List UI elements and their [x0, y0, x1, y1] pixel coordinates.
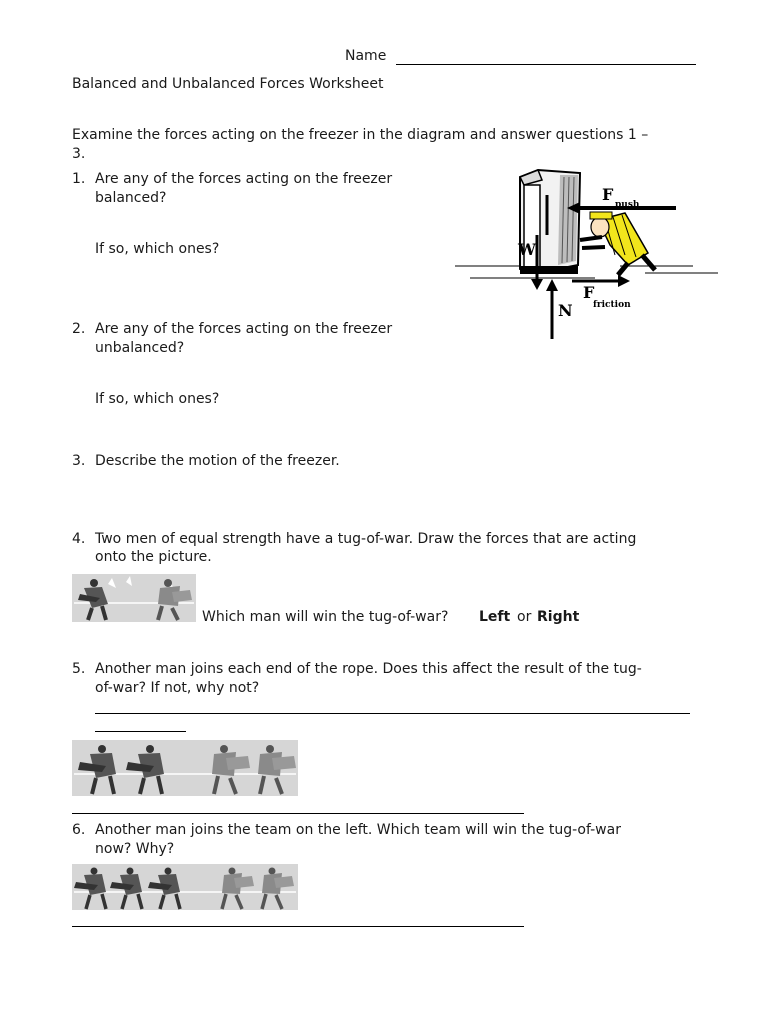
question-1-number: 1.	[72, 171, 86, 187]
answer-option-left[interactable]: Left	[479, 609, 511, 625]
instructions-line-2: 3.	[72, 146, 86, 162]
question-1-line-2: balanced?	[95, 190, 167, 206]
instructions-line-1: Examine the forces acting on the freezer in the diagram and answer questions 1 –	[72, 127, 649, 143]
answer-option-or: or	[517, 609, 532, 625]
question-5-answer-line-2[interactable]	[95, 731, 186, 732]
normal-force-label: N	[558, 301, 573, 320]
question-5-line-2: of-war? If not, why not?	[95, 680, 260, 696]
question-5-answer-line-3[interactable]	[72, 813, 524, 814]
answer-option-right[interactable]: Right	[537, 609, 580, 625]
question-1-line-1: Are any of the forces acting on the freezer	[95, 171, 393, 187]
question-3-line-1: Describe the motion of the freezer.	[95, 453, 340, 469]
question-2-line-1: Are any of the forces acting on the freezer	[95, 321, 393, 337]
worksheet-title: Balanced and Unbalanced Forces Worksheet	[72, 76, 384, 92]
push-force-subscript: push	[615, 200, 640, 210]
tug-of-war-five-men-image	[72, 864, 298, 910]
friction-force-subscript: friction	[593, 300, 631, 310]
question-2-number: 2.	[72, 321, 86, 337]
question-6-answer-line[interactable]	[72, 926, 524, 927]
freezer-force-diagram	[450, 165, 722, 345]
question-4-line-1: Two men of equal strength have a tug-of-war. Draw the forces that are acting	[95, 531, 637, 547]
question-3-number: 3.	[72, 453, 86, 469]
question-2-line-2: unbalanced?	[95, 340, 185, 356]
tug-of-war-two-men-image	[72, 574, 196, 622]
name-answer-line[interactable]	[396, 64, 696, 65]
weight-force-label: W	[518, 240, 536, 259]
push-force-label: F	[602, 185, 614, 204]
question-4-line-2: onto the picture.	[95, 549, 212, 565]
question-5-number: 5.	[72, 661, 86, 677]
name-label: Name	[345, 48, 387, 64]
question-6-line-1: Another man joins the team on the left. Which team will win the tug-of-war	[95, 822, 621, 838]
question-1-followup: If so, which ones?	[95, 241, 220, 257]
question-4-number: 4.	[72, 531, 86, 547]
question-4-prompt: Which man will win the tug-of-war?	[202, 609, 449, 625]
question-2-followup: If so, which ones?	[95, 391, 220, 407]
question-6-line-2: now? Why?	[95, 841, 175, 857]
tug-of-war-four-men-image	[72, 740, 298, 796]
question-6-number: 6.	[72, 822, 86, 838]
question-5-answer-line-1[interactable]	[95, 713, 690, 714]
friction-force-label: F	[583, 283, 595, 302]
question-5-line-1: Another man joins each end of the rope. Does this affect the result of the tug-	[95, 661, 642, 677]
